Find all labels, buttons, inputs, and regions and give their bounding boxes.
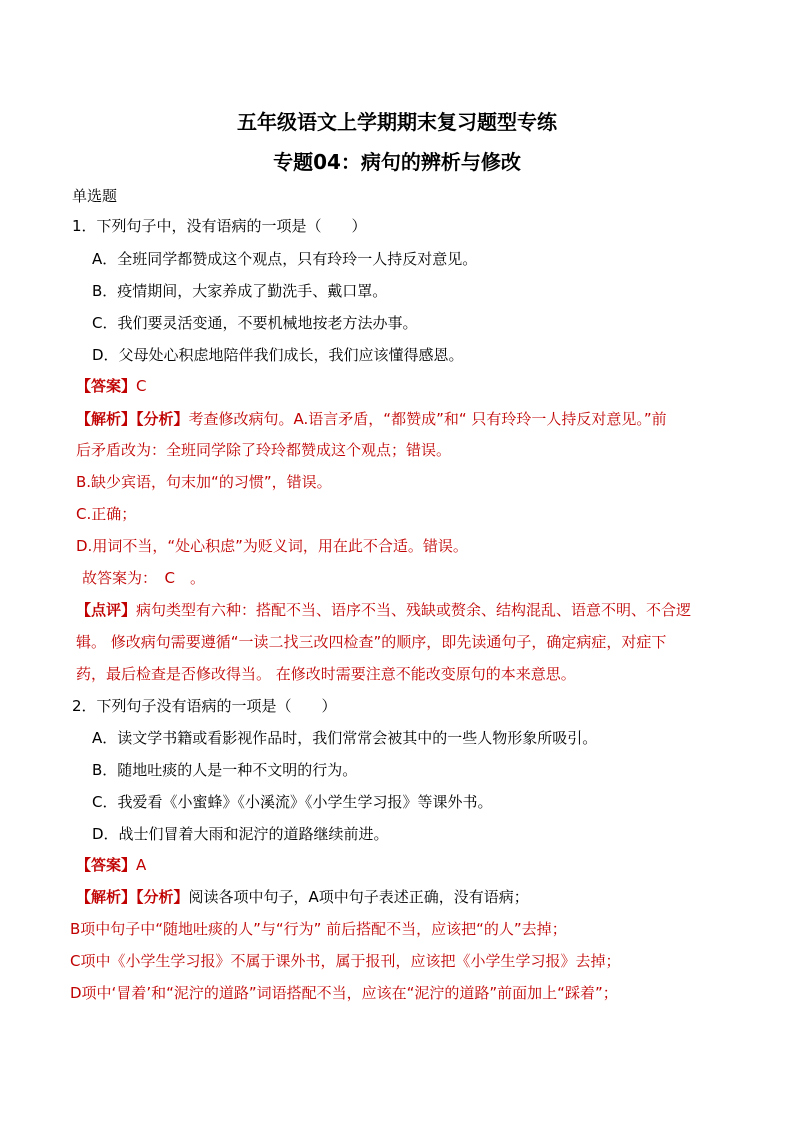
- question-2-option-c: C．我爱看《小蜜蜂》《小溪流》《小学生学习报》等课外书。: [92, 793, 493, 811]
- question-1-option-a: A．全班同学都赞成这个观点，只有玲玲一人持反对意见。: [92, 250, 478, 268]
- question-2-stem: 2．下列句子没有语病的一项是（ ）: [72, 697, 337, 715]
- question-1-option-d: D．父母处心积虑地陪伴我们成长，我们应该懂得感恩。: [92, 346, 464, 364]
- question-1-comment-line-3: 药，最后检查是否修改得当。 在修改时需要注意不能改变原句的本来意思。: [76, 665, 576, 683]
- section-label: 单选题: [72, 187, 118, 205]
- question-2-answer: [76, 855, 146, 875]
- question-1-comment-line-2: 辑。 修改病句需要遵循“一读二找三改四检查”的顺序，即先读通句子，确定病症，对症下: [76, 633, 667, 651]
- question-2-analysis-line-3: C项中《小学生学习报》不属于课外书，属于报刊，应该把《小学生学习报》去掉；: [70, 952, 621, 970]
- question-2-analysis-line-4: D项中‘冒着’和“泥泞的道路”词语搭配不当，应该在“泥泞的道路”前面加上“踩着”；: [70, 984, 618, 1002]
- answer-tag: 【答案】: [76, 377, 137, 395]
- question-1-analysis-line-2: 后矛盾改为：全班同学除了玲玲都赞成这个观点；错误。: [76, 441, 452, 459]
- comment-text: 病句类型有六种：搭配不当、语序不当、残缺或赘余、结构混乱、语意不明、不合逻: [136, 601, 692, 619]
- answer-value: C: [136, 377, 147, 395]
- answer-tag: 【答案】: [76, 856, 137, 874]
- analysis-text: 考查修改病句。A.语言矛盾，: [188, 410, 384, 428]
- question-1-option-b: B．疫情期间，大家养成了勤洗手、戴口罩。: [92, 282, 388, 300]
- question-1-comment-line-1: [76, 600, 691, 620]
- question-2-analysis-line-2: B项中句子中“随地吐痰的人”与“行为” 前后搭配不当，应该把“的人”去掉；: [70, 920, 567, 938]
- question-1-analysis-line-3: B.缺少宾语，句末加“的习惯”，错误。: [76, 473, 332, 491]
- question-1-final-answer: 故答案为： C 。: [82, 569, 205, 587]
- analysis-text: 阅读各项中句子，A项中句子表述正确，没有语病；: [188, 888, 529, 906]
- question-2-option-a: A．读文学书籍或看影视作品时，我们常常会被其中的一些人物形象所吸引。: [92, 729, 598, 747]
- question-1-analysis-line-5: D.用词不当，“处心积虑”为贬义词，用在此不合适。错误。: [76, 537, 468, 555]
- question-1-analysis-line-4: C.正确；: [76, 505, 137, 523]
- question-2-analysis-line-1: [76, 887, 529, 907]
- question-1-option-c: C．我们要灵活变通，不要机械地按老方法办事。: [92, 314, 418, 332]
- question-1-answer: [76, 376, 147, 396]
- analysis-tag: 【解析】【分析】: [76, 410, 189, 428]
- question-1-analysis-line-1: [76, 409, 667, 429]
- answer-value: A: [136, 856, 147, 874]
- document-title: 五年级语文上学期期末复习题型专练: [237, 110, 557, 134]
- question-2-option-d: D．战士们冒着大雨和泥泞的道路继续前进。: [92, 825, 389, 843]
- analysis-tag: 【解析】【分析】: [76, 888, 189, 906]
- document-subtitle: 专题04：病句的辨析与修改: [273, 150, 521, 174]
- question-1-stem: 1．下列句子中，没有语病的一项是（ ）: [72, 217, 367, 235]
- analysis-text: “都赞成”和“ 只有玲玲一人持反对意见。”前: [383, 410, 667, 428]
- comment-tag: 【点评】: [76, 601, 137, 619]
- question-2-option-b: B．随地吐痰的人是一种不文明的行为。: [92, 761, 358, 779]
